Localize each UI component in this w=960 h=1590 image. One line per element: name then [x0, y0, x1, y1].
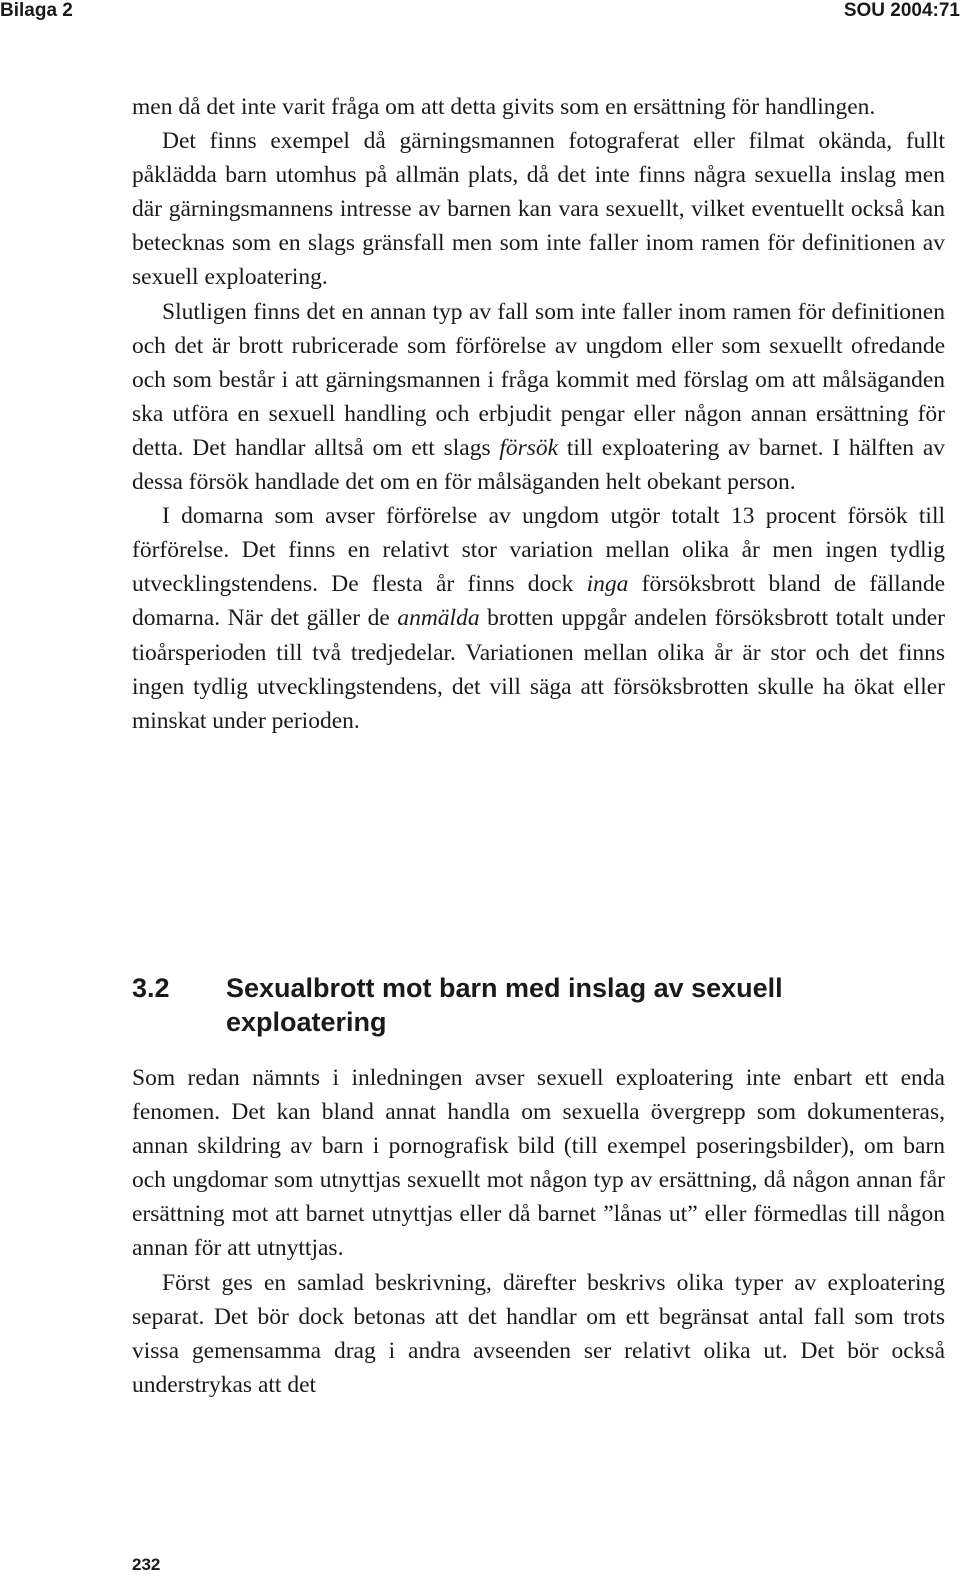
paragraph-2: Det finns exempel då gärningsmannen fotograferat eller filmat okända, fullt påklädda barn utomhus på allmän plats, då det inte finns några sexuella inslag men där gärningsmannens intresse av barnen kan vara sexuellt, vilket eventuellt också kan betecknas som en slags gränsfall men som inte faller inom ramen för definitionen av sexuell exploatering.: [132, 128, 945, 291]
paragraph-6: Först ges en samlad beskrivning, därefter beskrivs olika typer av exploatering separat. Det bör dock betonas att det handlar om ett begränsat antal fall som trots vissa gemensamma drag i andra avseenden ser relativt olika ut. Det bör också understrykas att det: [132, 1269, 945, 1398]
paragraph-1: men då det inte varit fråga om att detta givits som en ersättning för handlingen.: [132, 94, 876, 120]
running-header-right: SOU 2004:71: [843, 0, 960, 21]
page-number: 232: [132, 1555, 161, 1574]
paragraph-3-part-a: Slutligen finns det en annan typ av fall som inte faller inom ramen för definitionen och det är brott rubricerade som förförelse av ungdom eller som sexuellt ofredande och som består i att gärningsmannen i fråga kommit med förslag om att målsäganden ska utföra en sexuell handling och erbjudit pengar eller någon annan ersättning för detta. Det handlar alltså om ett slags: [132, 298, 945, 461]
paragraph-4-emphasis-1: inga: [586, 571, 629, 598]
section-title: Sexualbrott mot barn med inslag av sexuell exploatering: [226, 973, 783, 1037]
paragraph-4: [132, 499, 945, 738]
paragraph-4-part-b: försöksbrott bland de fällande domarna. När det gäller de: [132, 571, 945, 632]
section-heading: [132, 971, 932, 1039]
paragraph-4-emphasis-2: anmälda: [397, 605, 480, 632]
running-header-left: Bilaga 2: [0, 0, 73, 21]
paragraph-3-part-b: till exploatering av barnet. I hälften av dessa försök handlade det om en för målsäganden helt obekant person.: [132, 434, 945, 496]
body-text-section-2: [132, 1061, 945, 1402]
paragraph-4-part-a: I domarna som avser förförelse av ungdom utgör totalt 13 procent försök till förförelse. Det finns en relativt stor variation mellan olika år men ingen tydlig utvecklingstendens. De flesta år finns dock: [132, 503, 945, 598]
section-number: 3.2: [132, 973, 170, 1003]
paragraph-4-part-c: brotten uppgår andelen försöksbrott totalt under tioårsperioden till två tredjedelar. Variationen mellan olika år är stor och det finns ingen tydlig utvecklingstendens, det vill säga att försöksbrotten skulle ha ökat eller minskat under perioden.: [132, 605, 945, 734]
paragraph-5: Som redan nämnts i inledningen avser sexuell exploatering inte enbart ett enda fenomen. Det kan bland annat handla om sexuella övergrepp som dokumenteras, annan skildring av barn i pornografisk bild (till exempel poseringsbilder), om barn och ungdomar som utnyttjas sexuellt mot någon typ av ersättning, då någon annan får ersättning mot att barnet utnyttjas eller då barnet ”lånas ut” eller förmedlas till någon annan för att utnyttjas.: [132, 1065, 945, 1262]
paragraph-3-emphasis: försök: [499, 434, 559, 461]
body-text-section-1: [132, 90, 945, 738]
paragraph-3: [132, 295, 945, 500]
